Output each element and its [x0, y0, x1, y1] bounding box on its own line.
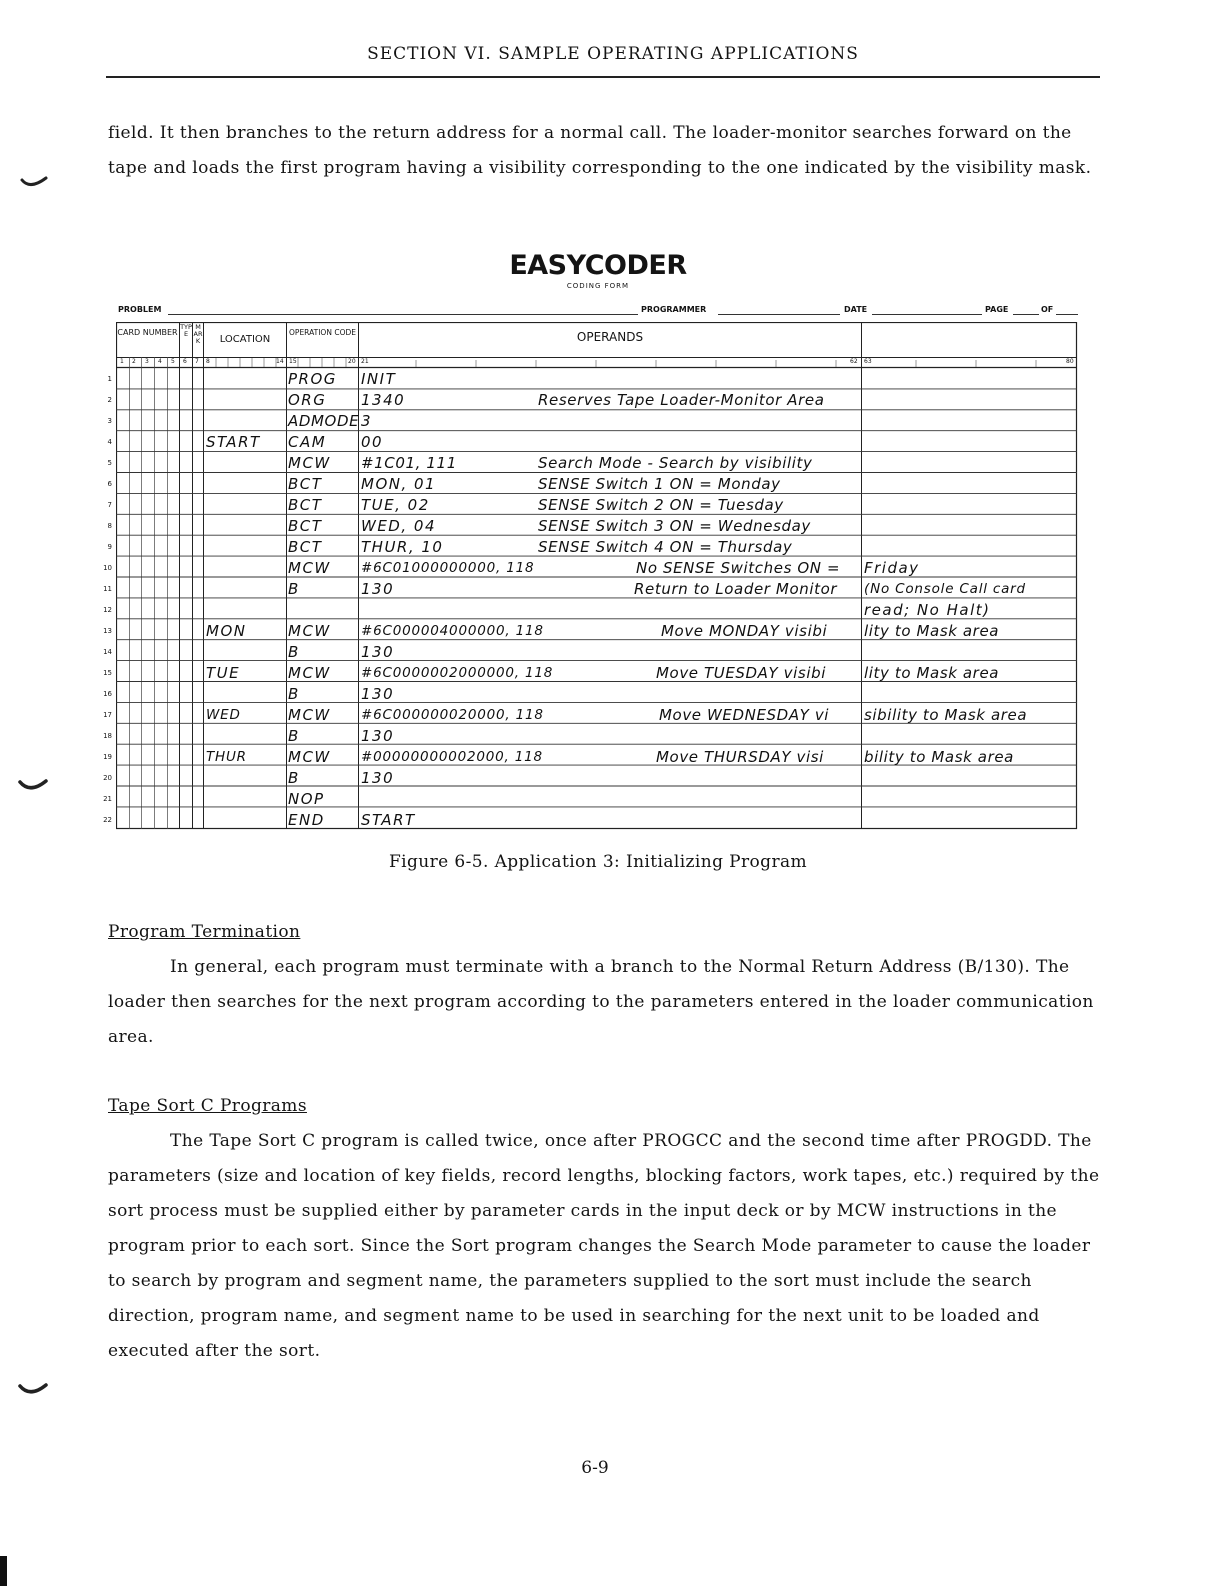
ruler-5: 5 [171, 358, 175, 365]
mark-header: MARK [193, 323, 203, 345]
scan-edge-mark [0, 1556, 7, 1586]
operation-code-header: OPERATION CODE [289, 328, 356, 337]
ruler-ticks [216, 358, 1036, 367]
row-3-operand: 3 [361, 412, 373, 430]
problem-label: PROBLEM [118, 305, 162, 314]
ruler-63: 63 [864, 358, 872, 365]
row-1-operand: INIT [361, 370, 397, 388]
of-line [1056, 314, 1078, 315]
programmer-line [718, 314, 840, 315]
row-4-location: START [206, 433, 261, 451]
line-number-17: 17 [103, 711, 112, 719]
date-line [872, 314, 982, 315]
row-15-comment: Move TUESDAY visibi [656, 664, 826, 682]
line-number-6: 6 [107, 480, 112, 488]
row-9-opcode: BCT [288, 538, 323, 556]
problem-line [168, 314, 638, 315]
line-number-22: 22 [103, 816, 112, 824]
row-11-comment: Return to Loader Monitor [634, 580, 838, 598]
page-label: PAGE [985, 305, 1009, 314]
line-number-1: 1 [107, 375, 112, 383]
row-10-overflow: Friday [864, 559, 920, 577]
row-19-overflow: bility to Mask area [864, 748, 1014, 766]
row-9-comment: SENSE Switch 4 ON = Thursday [538, 538, 793, 556]
row-15-opcode: MCW [288, 664, 331, 682]
row-15-overflow: lity to Mask area [864, 664, 1000, 682]
row-15-operand: #6C0000002000000, 118 [361, 665, 554, 681]
row-7-opcode: BCT [288, 496, 323, 514]
page-line [1013, 314, 1039, 315]
row-17-location: WED [206, 707, 241, 723]
row-5-operand: #1C01, 111 [361, 454, 457, 472]
row-15-location: TUE [206, 664, 241, 682]
ruler-20: 20 [348, 358, 356, 365]
row-19-opcode: MCW [288, 748, 331, 766]
row-20-operand: 130 [361, 769, 395, 787]
row-11-overflow: (No Console Call card [864, 581, 1026, 597]
row-10-comment: No SENSE Switches ON = [636, 559, 841, 577]
ruler-4: 4 [158, 358, 162, 365]
row-10-operand: #6C01000000000, 118 [361, 560, 535, 576]
row-7-operand: TUE, 02 [361, 496, 430, 514]
row-13-opcode: MCW [288, 622, 331, 640]
ruler-3: 3 [145, 358, 149, 365]
row-13-operand: #6C000004000000, 118 [361, 623, 544, 639]
row-19-comment: Move THURSDAY visi [656, 748, 824, 766]
row-16-operand: 130 [361, 685, 395, 703]
row-8-comment: SENSE Switch 3 ON = Wednesday [538, 517, 811, 535]
ruler-6: 6 [183, 358, 187, 365]
line-number-8: 8 [107, 522, 112, 530]
tape-sort-heading: Tape Sort C Programs [108, 1096, 307, 1116]
row-16-opcode: B [288, 685, 300, 703]
intro-paragraph [108, 116, 1108, 186]
ruler-7: 7 [195, 358, 199, 365]
row-17-opcode: MCW [288, 706, 331, 724]
location-header: LOCATION [219, 334, 271, 345]
ruler-8: 8 [206, 358, 210, 365]
line-number-18: 18 [103, 732, 112, 740]
card-number-header: CARD NUMBER [117, 328, 178, 337]
line-number-7: 7 [107, 501, 112, 509]
row-11-operand: 130 [361, 580, 395, 598]
binder-mark-icon [20, 176, 50, 192]
row-18-operand: 130 [361, 727, 395, 745]
row-10-opcode: MCW [288, 559, 331, 577]
line-number-16: 16 [103, 690, 112, 698]
date-label: DATE [844, 305, 868, 314]
ruler-62: 62 [850, 358, 858, 365]
program-termination-heading: Program Termination [108, 922, 301, 942]
row-19-location: THUR [206, 749, 247, 765]
row-8-opcode: BCT [288, 517, 323, 535]
tape-sort-text: The Tape Sort C program is called twice, once after PROGCC and the second time after PROGDD. The parameters (size and location of key fields, record lengths, blocking factors, work tapes, etc.) required by the sort process must be supplied either by parameter cards in the input deck or by MCW instructions in the program prior to each sort. Since the Sort program changes the Search Mode parameter to cause the loader to search by program and segment name, the parameters supplied to the sort must include the search direction, program name, and segment name to be used in searching for the next unit to be loaded and executed after the sort. [108, 1131, 1100, 1361]
line-number-21: 21 [103, 795, 112, 803]
figure-caption: Figure 6-5. Application 3: Initializing Program [388, 852, 808, 872]
row-8-operand: WED, 04 [361, 517, 436, 535]
row-6-operand: MON, 01 [361, 475, 437, 493]
line-number-2: 2 [107, 396, 112, 404]
line-number-12: 12 [103, 606, 112, 614]
type-header: TYPE [180, 323, 192, 338]
ruler-14: 14 [276, 358, 284, 365]
line-number-3: 3 [107, 417, 112, 425]
row-22-opcode: END [288, 811, 325, 829]
program-termination-paragraph [108, 950, 1108, 1055]
row-6-opcode: BCT [288, 475, 323, 493]
row-2-comment: Reserves Tape Loader-Monitor Area [538, 391, 825, 409]
row-13-comment: Move MONDAY visibi [661, 622, 828, 640]
row-21-opcode: NOP [288, 790, 325, 808]
intro-paragraph-text: field. It then branches to the return address for a normal call. The loader-monitor searches forward on the tape and loads the first program having a visibility corresponding to the one indicated by the visibility mask. [108, 123, 1092, 178]
operands-header: OPERANDS [576, 330, 644, 344]
row-14-opcode: B [288, 643, 300, 661]
row-5-comment: Search Mode - Search by visibility [538, 454, 813, 472]
binder-mark-icon [18, 1382, 50, 1400]
ruler-1: 1 [120, 358, 124, 365]
line-number-5: 5 [107, 459, 112, 467]
row-13-location: MON [206, 622, 247, 640]
row-17-operand: #6C000000020000, 118 [361, 707, 544, 723]
row-6-comment: SENSE Switch 1 ON = Monday [538, 475, 781, 493]
row-lines [116, 389, 1077, 807]
row-19-operand: #00000000002000, 118 [361, 749, 543, 765]
form-subtitle: CODING FORM [566, 282, 630, 290]
ruler-21: 21 [361, 358, 369, 365]
tape-sort-paragraph [108, 1124, 1108, 1369]
programmer-label: PROGRAMMER [641, 305, 707, 314]
line-number-19: 19 [103, 753, 112, 761]
row-12-overflow: read; No Halt) [864, 601, 991, 619]
row-2-operand: 1340 [361, 391, 406, 409]
row-5-opcode: MCW [288, 454, 331, 472]
line-number-9: 9 [107, 543, 112, 551]
row-22-operand: START [361, 811, 416, 829]
program-termination-text: In general, each program must terminate with a branch to the Normal Return Address (B/130). The loader then searches for the next program according to the parameters entered in the loader communication area. [108, 957, 1094, 1047]
row-4-opcode: CAM [288, 433, 327, 451]
row-17-comment: Move WEDNESDAY vi [659, 706, 830, 724]
row-2-opcode: ORG [288, 391, 327, 409]
page-number: 6-9 [581, 1458, 609, 1478]
line-number-13: 13 [103, 627, 112, 635]
row-13-overflow: lity to Mask area [864, 622, 1000, 640]
row-11-opcode: B [288, 580, 300, 598]
row-3-opcode: ADMODE [288, 412, 360, 430]
header-rule [106, 76, 1100, 78]
ruler-15: 15 [289, 358, 297, 365]
line-number-14: 14 [103, 648, 112, 656]
row-14-operand: 130 [361, 643, 395, 661]
row-4-operand: 00 [361, 433, 384, 451]
line-number-15: 15 [103, 669, 112, 677]
ruler-2: 2 [132, 358, 136, 365]
row-1-opcode: PROG [288, 370, 337, 388]
row-7-comment: SENSE Switch 2 ON = Tuesday [538, 496, 784, 514]
line-number-4: 4 [107, 438, 112, 446]
section-header: SECTION VI. SAMPLE OPERATING APPLICATIONS [367, 44, 859, 64]
row-18-opcode: B [288, 727, 300, 745]
line-number-20: 20 [103, 774, 112, 782]
row-20-opcode: B [288, 769, 300, 787]
line-number-10: 10 [103, 564, 112, 572]
form-title: EASYCODER [509, 250, 687, 281]
line-number-11: 11 [103, 585, 112, 593]
binder-mark-icon [18, 778, 50, 796]
row-9-operand: THUR, 10 [361, 538, 444, 556]
of-label: OF [1041, 305, 1054, 314]
row-17-overflow: sibility to Mask area [864, 706, 1028, 724]
ruler-80: 80 [1066, 358, 1074, 365]
